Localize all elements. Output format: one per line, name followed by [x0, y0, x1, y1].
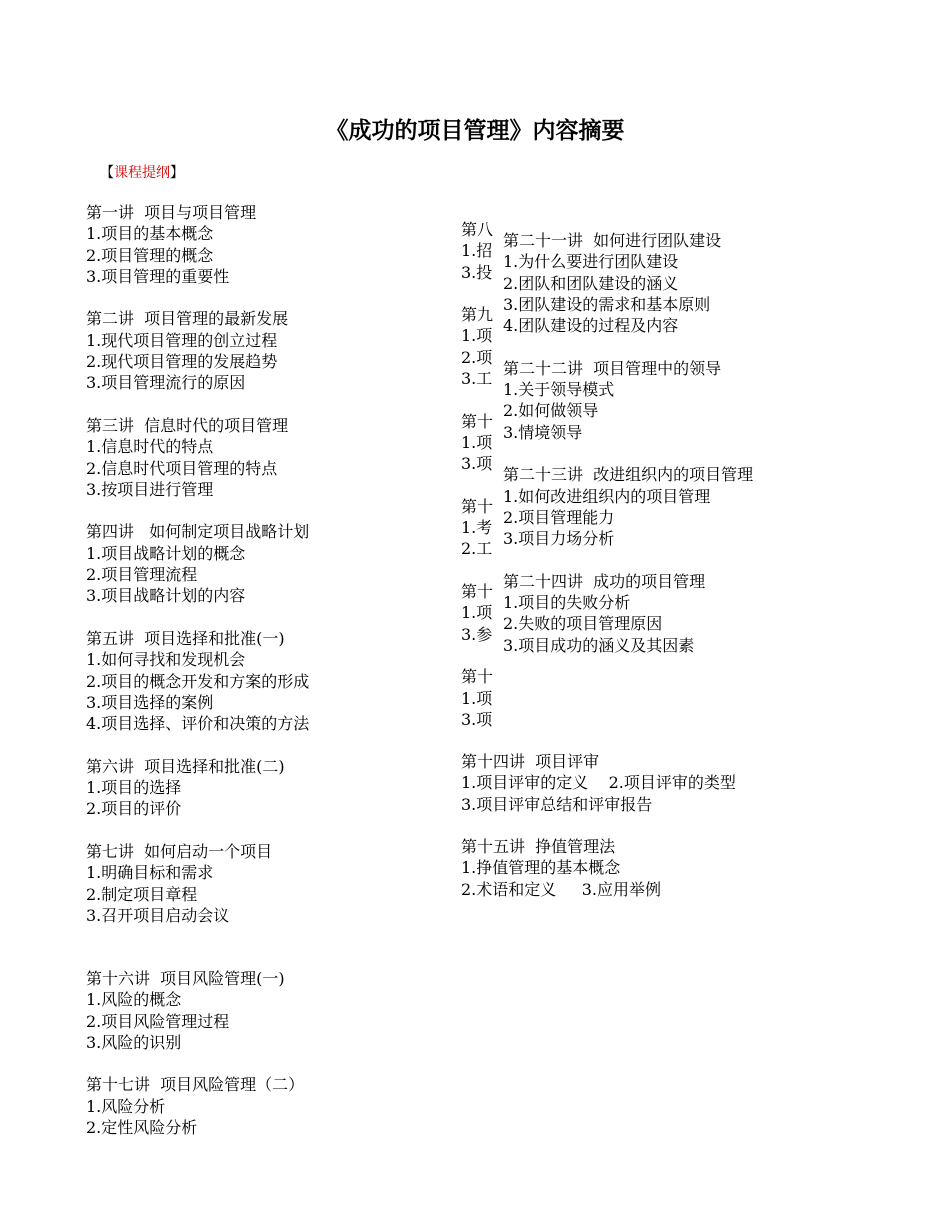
- lecture-topic: 3.项: [461, 709, 493, 729]
- lecture-topic: 2.制定项目章程: [86, 884, 198, 904]
- lecture-topic: 2.项目管理能力: [503, 507, 615, 527]
- lecture-topic: 3.项: [461, 454, 493, 474]
- spacer: [461, 560, 501, 581]
- lecture-column-right: [461, 751, 881, 900]
- lecture-heading: 第十: [461, 667, 494, 687]
- lecture-topic: 1.项: [461, 326, 493, 346]
- lecture-heading: 第十四讲 项目评审: [461, 752, 600, 771]
- lecture-topic: 1.项目评审的定义 2.项目评审的类型: [461, 773, 736, 793]
- spacer: [503, 443, 923, 464]
- spacer: [86, 734, 446, 755]
- lecture-topic: 2.如何做领导: [503, 401, 599, 421]
- spacer: [461, 645, 501, 666]
- lecture-column-left-lower: [86, 968, 446, 1138]
- lecture-heading: 第二讲 项目管理的最新发展: [86, 309, 289, 329]
- spacer: [86, 394, 446, 415]
- lecture-topic: 1.如何改进组织内的项目管理: [503, 486, 711, 506]
- document-title: 《成功的项目管理》内容摘要: [325, 118, 625, 144]
- lecture-heading: 第二十一讲 如何进行团队建设: [503, 231, 722, 250]
- lecture-topic: 3.按项目进行管理: [86, 479, 214, 499]
- spacer: [461, 283, 501, 304]
- lecture-topic: 4.项目选择、评价和决策的方法: [86, 714, 310, 734]
- lecture-topic: 3.项目评审总结和评审报告: [461, 794, 653, 814]
- lecture-topic: 3.投: [461, 262, 493, 282]
- lecture-topic: 3.参: [461, 624, 493, 644]
- lecture-heading: 第九: [461, 305, 494, 325]
- lecture-topic: 1.挣值管理的基本概念: [461, 858, 621, 878]
- lecture-topic: 1.项目的基本概念: [86, 224, 214, 244]
- lecture-topic: 2.项目的概念开发和方案的形成: [86, 671, 310, 691]
- lecture-topic: 1.如何寻找和发现机会: [86, 650, 246, 670]
- lecture-heading: 第一讲 项目与项目管理: [86, 203, 257, 222]
- lecture-column-middle-clipped: [461, 219, 501, 730]
- lecture-topic: 3.项目管理的重要性: [86, 266, 230, 286]
- lecture-column-left: [86, 202, 446, 926]
- spacer: [503, 336, 923, 357]
- lecture-topic: 1.风险的概念: [86, 990, 182, 1010]
- lecture-topic: 2.信息时代项目管理的特点: [86, 458, 278, 478]
- lecture-topic: 3.召开项目启动会议: [86, 905, 230, 925]
- lecture-heading: 第十六讲 项目风险管理(一): [86, 969, 285, 988]
- spacer: [86, 287, 446, 308]
- lecture-heading: 第三讲 信息时代的项目管理: [86, 415, 289, 435]
- lecture-topic: 3.工: [461, 369, 493, 389]
- lecture-topic: 3.项目战略计划的内容: [86, 586, 246, 606]
- lecture-heading: 第十: [461, 496, 494, 516]
- lecture-topic: 3.情境领导: [503, 422, 583, 442]
- lecture-heading: 第二十三讲 改进组织内的项目管理: [503, 465, 754, 485]
- lecture-topic: 1.项目的失败分析: [503, 593, 631, 613]
- lecture-heading: 第五讲 项目选择和批准(一): [86, 628, 285, 648]
- lecture-heading: 第四讲 如何制定项目战略计划: [86, 522, 310, 542]
- lecture-topic: 4.团队建设的过程及内容: [503, 316, 679, 336]
- lecture-topic: 2.失败的项目管理原因: [503, 614, 663, 634]
- lecture-column-overlay: [503, 230, 923, 656]
- lecture-topic: 2.定性风险分析: [86, 1118, 198, 1138]
- lecture-topic: 2.工: [461, 539, 493, 559]
- course-outline-label: [100, 162, 184, 182]
- lecture-topic: 1.风险分析: [86, 1096, 166, 1116]
- lecture-topic: 3.项目力场分析: [503, 529, 615, 549]
- lecture-topic: 1.项: [461, 432, 493, 452]
- lecture-topic: 1.招: [461, 241, 493, 261]
- lecture-topic: 2.项目的评价: [86, 799, 182, 819]
- lecture-topic: 1.项目战略计划的概念: [86, 543, 246, 563]
- lecture-topic: 3.团队建设的需求和基本原则: [503, 294, 711, 314]
- spacer: [86, 820, 446, 841]
- lecture-topic: 1.关于领导模式: [503, 380, 615, 400]
- bracket-close: 】: [170, 165, 184, 181]
- spacer: [86, 500, 446, 521]
- lecture-topic: 1.现代项目管理的创立过程: [86, 330, 278, 350]
- spacer: [461, 815, 881, 836]
- lecture-topic: 2.项: [461, 347, 493, 367]
- course-outline-text: 课程提纲: [114, 165, 170, 181]
- spacer: [86, 607, 446, 628]
- lecture-topic: 3.项目成功的涵义及其因素: [503, 635, 695, 655]
- lecture-topic: 3.风险的识别: [86, 1032, 182, 1052]
- spacer: [86, 1053, 446, 1074]
- lecture-topic: 2.术语和定义 3.应用举例: [461, 879, 661, 899]
- lecture-heading: 第二十二讲 项目管理中的领导: [503, 358, 722, 378]
- lecture-heading: 第八: [461, 220, 494, 239]
- lecture-topic: 3.项目管理流行的原因: [86, 373, 246, 393]
- lecture-topic: 1.考: [461, 518, 493, 538]
- lecture-topic: 2.现代项目管理的发展趋势: [86, 352, 278, 372]
- bracket-open: 【: [100, 165, 114, 181]
- lecture-heading: 第十: [461, 411, 494, 431]
- spacer: [503, 549, 923, 570]
- lecture-topic: 1.项: [461, 688, 493, 708]
- lecture-heading: 第十: [461, 582, 494, 602]
- lecture-topic: 2.项目管理的概念: [86, 245, 214, 265]
- lecture-topic: 2.团队和团队建设的涵义: [503, 273, 679, 293]
- lecture-topic: 1.项: [461, 603, 493, 623]
- lecture-topic: 1.项目的选择: [86, 778, 182, 798]
- lecture-topic: 1.信息时代的特点: [86, 437, 214, 457]
- lecture-heading: 第十七讲 项目风险管理（二）: [86, 1075, 305, 1095]
- lecture-topic: 3.项目选择的案例: [86, 692, 214, 712]
- spacer: [461, 475, 501, 496]
- lecture-heading: 第六讲 项目选择和批准(二): [86, 756, 285, 776]
- lecture-topic: 1.明确目标和需求: [86, 863, 214, 883]
- lecture-topic: 1.为什么要进行团队建设: [503, 252, 679, 272]
- lecture-topic: 2.项目管理流程: [86, 565, 198, 585]
- lecture-heading: 第十五讲 挣值管理法: [461, 837, 616, 857]
- spacer: [461, 389, 501, 410]
- lecture-heading: 第二十四讲 成功的项目管理: [503, 571, 706, 591]
- lecture-heading: 第七讲 如何启动一个项目: [86, 841, 273, 861]
- lecture-topic: 2.项目风险管理过程: [86, 1011, 230, 1031]
